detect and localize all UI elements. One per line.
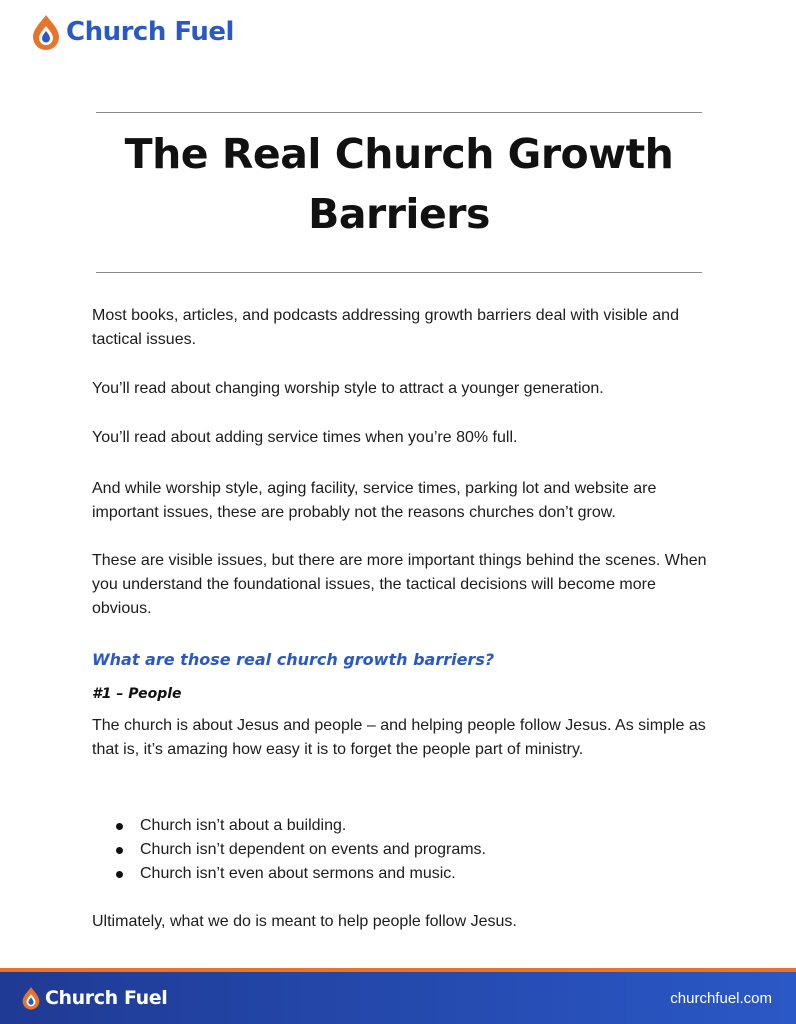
bullet-dot <box>116 871 123 878</box>
paragraph-2: You’ll read about changing worship style to attract a younger generation. <box>92 380 604 397</box>
flame-drop-icon <box>32 14 60 50</box>
closing-paragraph: Ultimately, what we do is meant to help people follow Jesus. <box>92 913 517 930</box>
page-title <box>96 124 702 244</box>
bullet-dot <box>116 823 123 830</box>
title-line-1: The Real Church Growth <box>124 130 674 178</box>
footer-logo <box>22 986 167 1010</box>
section-intro: The church is about Jesus and people – and helping people follow Jesus. As simple as that is, it’s amazing how easy it is to forget the people part of ministry. <box>92 717 706 758</box>
list-item-text: Church isn’t about a building. <box>140 817 347 834</box>
paragraph-3: You’ll read about adding service times when you’re 80% full. <box>92 429 518 446</box>
list-item <box>92 814 692 838</box>
footer-bar <box>0 968 796 1024</box>
footer-website-link[interactable]: churchfuel.com <box>670 990 772 1007</box>
list-item <box>92 862 692 886</box>
list-item <box>92 838 692 862</box>
paragraph-5: These are visible issues, but there are more important things behind the scenes. When you understand the foundational issues, the tactical decisions will become more obvious. <box>92 552 707 617</box>
footer-accent-stripe <box>0 968 796 972</box>
brand-name: Church Fuel <box>66 17 234 47</box>
bullet-dot <box>116 847 123 854</box>
church-fuel-logo <box>32 14 234 50</box>
list-item-text: Church isn’t dependent on events and programs. <box>140 841 486 858</box>
paragraph-4: And while worship style, aging facility, service times, parking lot and website are important issues, these are probably not the reasons churches don’t grow. <box>92 480 657 521</box>
title-line-2: Barriers <box>308 190 490 238</box>
title-bottom-divider <box>96 272 702 273</box>
paragraph-1: Most books, articles, and podcasts addressing growth barriers deal with visible and tactical issues. <box>92 307 679 348</box>
section-heading: What are those real church growth barriers? <box>92 650 495 669</box>
flame-drop-icon <box>22 986 40 1010</box>
list-item-text: Church isn’t even about sermons and music. <box>140 865 456 882</box>
title-top-divider <box>96 112 702 113</box>
footer-brand-name: Church Fuel <box>45 987 168 1009</box>
bullet-list <box>92 814 692 886</box>
section-subheading: #1 – People <box>92 686 182 702</box>
